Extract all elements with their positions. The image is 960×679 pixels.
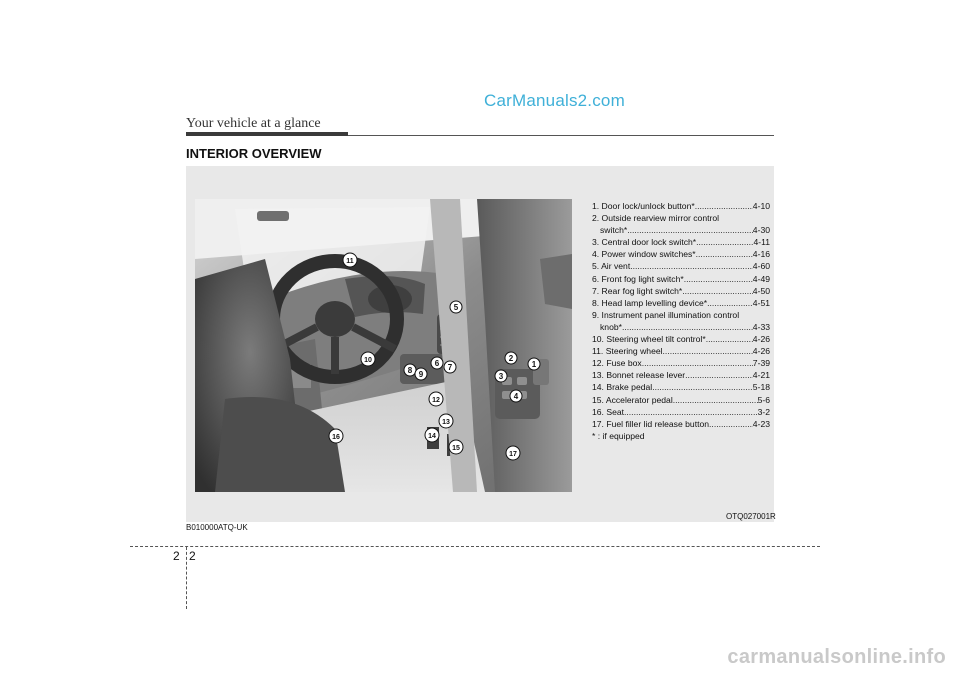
legend-item bbox=[592, 394, 770, 406]
svg-text:17: 17 bbox=[509, 451, 517, 458]
svg-text:1: 1 bbox=[531, 360, 537, 369]
legend-item-page: 4-16 bbox=[752, 249, 770, 260]
callout-12 bbox=[429, 392, 443, 406]
title-rule-thin bbox=[348, 135, 774, 136]
callout-14 bbox=[425, 428, 439, 442]
legend-item bbox=[592, 236, 770, 248]
svg-text:9: 9 bbox=[418, 370, 424, 379]
title-rule-thick bbox=[186, 132, 348, 136]
legend-item-page: 4-21 bbox=[752, 370, 770, 381]
callout-8 bbox=[404, 364, 416, 376]
callout-10 bbox=[361, 352, 375, 366]
callout-1 bbox=[528, 358, 540, 370]
legend-item-label: 17. Fuel filler lid release button bbox=[592, 418, 710, 429]
svg-text:12: 12 bbox=[432, 397, 440, 404]
legend-item-page: 4-60 bbox=[752, 261, 770, 272]
page-gutter-divider bbox=[186, 547, 187, 609]
svg-text:13: 13 bbox=[442, 419, 450, 426]
callout-7 bbox=[444, 361, 456, 373]
svg-text:14: 14 bbox=[428, 433, 436, 440]
legend-item-page: 4-51 bbox=[752, 297, 770, 308]
callout-17 bbox=[506, 446, 520, 460]
footer-divider bbox=[130, 546, 820, 547]
legend-item-label: 9. Instrument panel illumination control bbox=[592, 309, 740, 320]
callout-9 bbox=[415, 368, 427, 380]
legend-item bbox=[592, 200, 770, 212]
legend-item-page: 4-33 bbox=[752, 321, 770, 332]
legend-item-label: 1. Door lock/unlock button* bbox=[592, 201, 695, 211]
legend-item bbox=[592, 285, 770, 297]
legend-item-label: 2. Outside rearview mirror control bbox=[592, 213, 720, 224]
legend-item-label: 14. Brake pedal bbox=[592, 382, 653, 393]
legend-item-label-cont: knob* bbox=[600, 321, 622, 332]
svg-text:6: 6 bbox=[434, 359, 440, 368]
legend-item-label: 5. Air vent bbox=[592, 261, 631, 272]
legend-item-label: 10. Steering wheel tilt control* bbox=[592, 334, 706, 345]
legend-item-label-cont: switch* bbox=[600, 225, 628, 236]
callout-5 bbox=[450, 301, 462, 313]
legend-item-label: 6. Front fog light switch* bbox=[592, 273, 684, 284]
callout-16 bbox=[329, 429, 343, 443]
legend-item-page: 4-26 bbox=[752, 334, 770, 345]
legend-item-page: 4-10 bbox=[752, 201, 770, 211]
legend-item bbox=[592, 260, 770, 272]
legend-item-page: 3-2 bbox=[757, 406, 770, 417]
svg-text:2: 2 bbox=[508, 354, 514, 363]
legend-item-label: 15. Accelerator pedal bbox=[592, 394, 673, 405]
legend-item-page: 4-50 bbox=[752, 285, 770, 296]
legend-item-page: 5-18 bbox=[752, 382, 770, 393]
legend-item bbox=[592, 248, 770, 260]
legend-item-page: 4-11 bbox=[753, 237, 770, 248]
callout-3 bbox=[495, 370, 507, 382]
legend-item-label: 13. Bonnet release lever bbox=[592, 370, 686, 381]
svg-text:4: 4 bbox=[513, 392, 519, 401]
legend-item bbox=[592, 309, 770, 333]
page-number-right: 2 bbox=[189, 549, 196, 563]
svg-text:8: 8 bbox=[407, 366, 413, 375]
interior-photo bbox=[195, 199, 572, 492]
legend-item-label: 8. Head lamp levelling device* bbox=[592, 297, 708, 308]
callout-4 bbox=[510, 390, 522, 402]
legend-item bbox=[592, 297, 770, 309]
legend-item bbox=[592, 333, 770, 345]
page-number-left: 2 bbox=[173, 549, 180, 563]
legend-item bbox=[592, 406, 770, 418]
legend-item-page: 4-49 bbox=[752, 273, 770, 284]
legend-item-label: 16. Seat bbox=[592, 406, 625, 417]
callout-2 bbox=[505, 352, 517, 364]
legend-list bbox=[592, 200, 770, 442]
legend-item bbox=[592, 381, 770, 393]
section-title: Your vehicle at a glance bbox=[186, 116, 321, 131]
legend-item-page: 7-39 bbox=[752, 358, 770, 369]
svg-text:3: 3 bbox=[498, 372, 504, 381]
legend-item bbox=[592, 273, 770, 285]
callout-15 bbox=[449, 440, 463, 454]
legend-item-page: 4-23 bbox=[752, 418, 770, 429]
legend-item-label: 11. Steering wheel bbox=[592, 346, 663, 357]
callout-13 bbox=[439, 414, 453, 428]
callout-11 bbox=[343, 253, 357, 267]
watermark-carmanuals2[interactable]: CarManuals2.com bbox=[484, 91, 625, 110]
legend-item bbox=[592, 369, 770, 381]
reference-code: B010000ATQ-UK bbox=[186, 523, 248, 532]
svg-text:16: 16 bbox=[332, 434, 340, 441]
legend-item-label: 3. Central door lock switch* bbox=[592, 237, 697, 248]
legend-item-page: 5-6 bbox=[757, 394, 770, 405]
legend-item bbox=[592, 418, 770, 430]
svg-text:10: 10 bbox=[364, 357, 372, 364]
svg-text:15: 15 bbox=[452, 445, 460, 452]
legend-item-label: 12. Fuse box bbox=[592, 358, 642, 369]
legend-item-page: 4-26 bbox=[752, 346, 770, 357]
legend-item-label: 4. Power window switches* bbox=[592, 249, 696, 260]
legend-footnote: * : if equipped bbox=[592, 430, 645, 441]
page-heading: INTERIOR OVERVIEW bbox=[186, 146, 322, 161]
legend-item bbox=[592, 345, 770, 357]
svg-text:5: 5 bbox=[453, 303, 459, 312]
callout-6 bbox=[431, 357, 443, 369]
svg-text:11: 11 bbox=[346, 258, 354, 265]
watermark-carmanualsonline[interactable]: carmanualsonline.info bbox=[727, 646, 946, 668]
legend-item bbox=[592, 212, 770, 236]
legend-item-page: 4-30 bbox=[752, 225, 770, 236]
legend-item-label: 7. Rear fog light switch* bbox=[592, 285, 683, 296]
figure-code: OTQ027001R bbox=[726, 512, 776, 521]
svg-text:7: 7 bbox=[447, 363, 453, 372]
legend-item bbox=[592, 357, 770, 369]
